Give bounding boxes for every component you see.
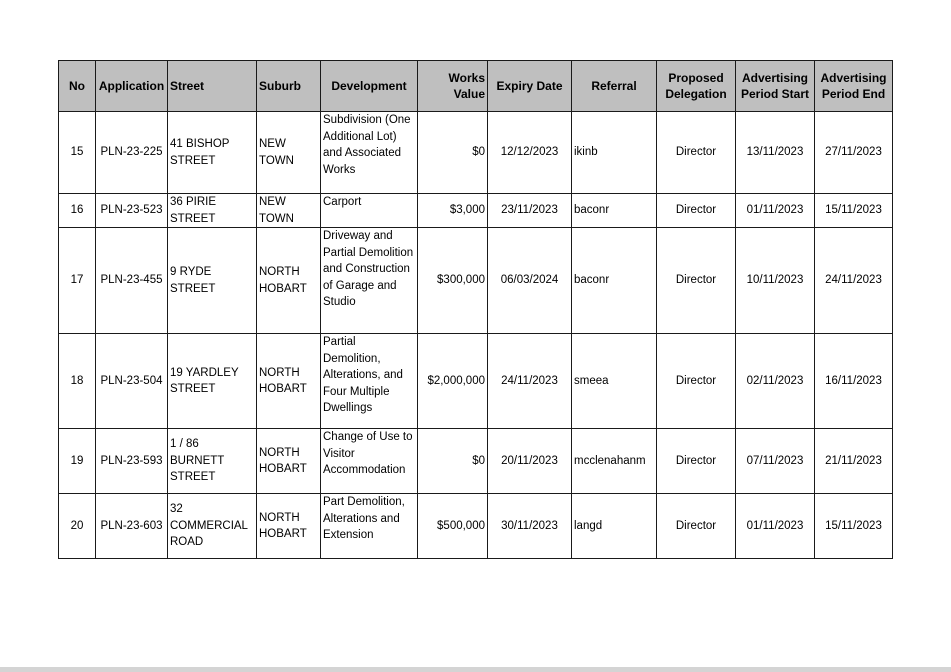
cell-advertising-start: 01/11/2023: [736, 194, 815, 228]
cell-advertising-start: 01/11/2023: [736, 494, 815, 559]
cell-suburb: NORTH HOBART: [257, 334, 321, 429]
cell-suburb: NORTH HOBART: [257, 494, 321, 559]
column-header-no: No: [59, 61, 96, 112]
cell-expiry-date: 06/03/2024: [488, 228, 572, 334]
cell-application: PLN-23-225: [96, 112, 168, 194]
column-header-advertising-end: Advertising Period End: [815, 61, 893, 112]
cell-application: PLN-23-504: [96, 334, 168, 429]
cell-advertising-end: 15/11/2023: [815, 494, 893, 559]
cell-proposed-delegation: Director: [657, 228, 736, 334]
cell-works-value: $2,000,000: [418, 334, 488, 429]
table-row: [59, 494, 893, 559]
planning-applications-table: [58, 60, 893, 559]
cell-advertising-start: 10/11/2023: [736, 228, 815, 334]
cell-advertising-end: 21/11/2023: [815, 429, 893, 494]
cell-street: 36 PIRIE STREET: [168, 194, 257, 228]
cell-proposed-delegation: Director: [657, 112, 736, 194]
cell-suburb: NORTH HOBART: [257, 228, 321, 334]
cell-proposed-delegation: Director: [657, 429, 736, 494]
cell-development: Driveway and Partial Demolition and Construction of Garage and Studio: [321, 228, 418, 334]
cell-referral: baconr: [572, 194, 657, 228]
cell-works-value: $3,000: [418, 194, 488, 228]
cell-development: Partial Demolition, Alterations, and Four Multiple Dwellings: [321, 334, 418, 429]
cell-suburb: NEW TOWN: [257, 194, 321, 228]
cell-proposed-delegation: Director: [657, 194, 736, 228]
cell-referral: langd: [572, 494, 657, 559]
cell-works-value: $0: [418, 112, 488, 194]
cell-expiry-date: 24/11/2023: [488, 334, 572, 429]
cell-development: Carport: [321, 194, 418, 228]
cell-expiry-date: 20/11/2023: [488, 429, 572, 494]
cell-referral: baconr: [572, 228, 657, 334]
cell-suburb: NORTH HOBART: [257, 429, 321, 494]
cell-referral: mcclenahanm: [572, 429, 657, 494]
cell-advertising-end: 24/11/2023: [815, 228, 893, 334]
table-row: [59, 194, 893, 228]
column-header-application: Application: [96, 61, 168, 112]
table-row: [59, 334, 893, 429]
cell-street: 41 BISHOP STREET: [168, 112, 257, 194]
cell-application: PLN-23-523: [96, 194, 168, 228]
cell-referral: ikinb: [572, 112, 657, 194]
table-row: [59, 228, 893, 334]
cell-works-value: $300,000: [418, 228, 488, 334]
cell-expiry-date: 23/11/2023: [488, 194, 572, 228]
cell-development: Change of Use to Visitor Accommodation: [321, 429, 418, 494]
cell-referral: smeea: [572, 334, 657, 429]
cell-street: 32 COMMERCIAL ROAD: [168, 494, 257, 559]
cell-works-value: $500,000: [418, 494, 488, 559]
column-header-expiry-date: Expiry Date: [488, 61, 572, 112]
page-bottom-edge: [0, 667, 951, 672]
cell-application: PLN-23-603: [96, 494, 168, 559]
cell-no: 18: [59, 334, 96, 429]
cell-development: Part Demolition, Alterations and Extension: [321, 494, 418, 559]
cell-expiry-date: 30/11/2023: [488, 494, 572, 559]
cell-proposed-delegation: Director: [657, 334, 736, 429]
cell-advertising-end: 15/11/2023: [815, 194, 893, 228]
cell-street: 9 RYDE STREET: [168, 228, 257, 334]
cell-works-value: $0: [418, 429, 488, 494]
cell-development: Subdivision (One Additional Lot) and Associated Works: [321, 112, 418, 194]
column-header-referral: Referral: [572, 61, 657, 112]
cell-application: PLN-23-455: [96, 228, 168, 334]
cell-no: 16: [59, 194, 96, 228]
cell-no: 19: [59, 429, 96, 494]
cell-expiry-date: 12/12/2023: [488, 112, 572, 194]
cell-proposed-delegation: Director: [657, 494, 736, 559]
cell-suburb: NEW TOWN: [257, 112, 321, 194]
cell-street: 19 YARDLEY STREET: [168, 334, 257, 429]
cell-no: 20: [59, 494, 96, 559]
table-header-row: [59, 61, 893, 112]
cell-no: 15: [59, 112, 96, 194]
cell-advertising-start: 13/11/2023: [736, 112, 815, 194]
table-row: [59, 429, 893, 494]
cell-street: 1 / 86 BURNETT STREET: [168, 429, 257, 494]
cell-advertising-end: 16/11/2023: [815, 334, 893, 429]
cell-advertising-start: 07/11/2023: [736, 429, 815, 494]
cell-advertising-start: 02/11/2023: [736, 334, 815, 429]
cell-application: PLN-23-593: [96, 429, 168, 494]
column-header-development: Development: [321, 61, 418, 112]
column-header-works-value: Works Value: [418, 61, 488, 112]
table-row: [59, 112, 893, 194]
cell-advertising-end: 27/11/2023: [815, 112, 893, 194]
column-header-street: Street: [168, 61, 257, 112]
column-header-suburb: Suburb: [257, 61, 321, 112]
column-header-advertising-start: Advertising Period Start: [736, 61, 815, 112]
cell-no: 17: [59, 228, 96, 334]
column-header-proposed-delegation: Proposed Delegation: [657, 61, 736, 112]
